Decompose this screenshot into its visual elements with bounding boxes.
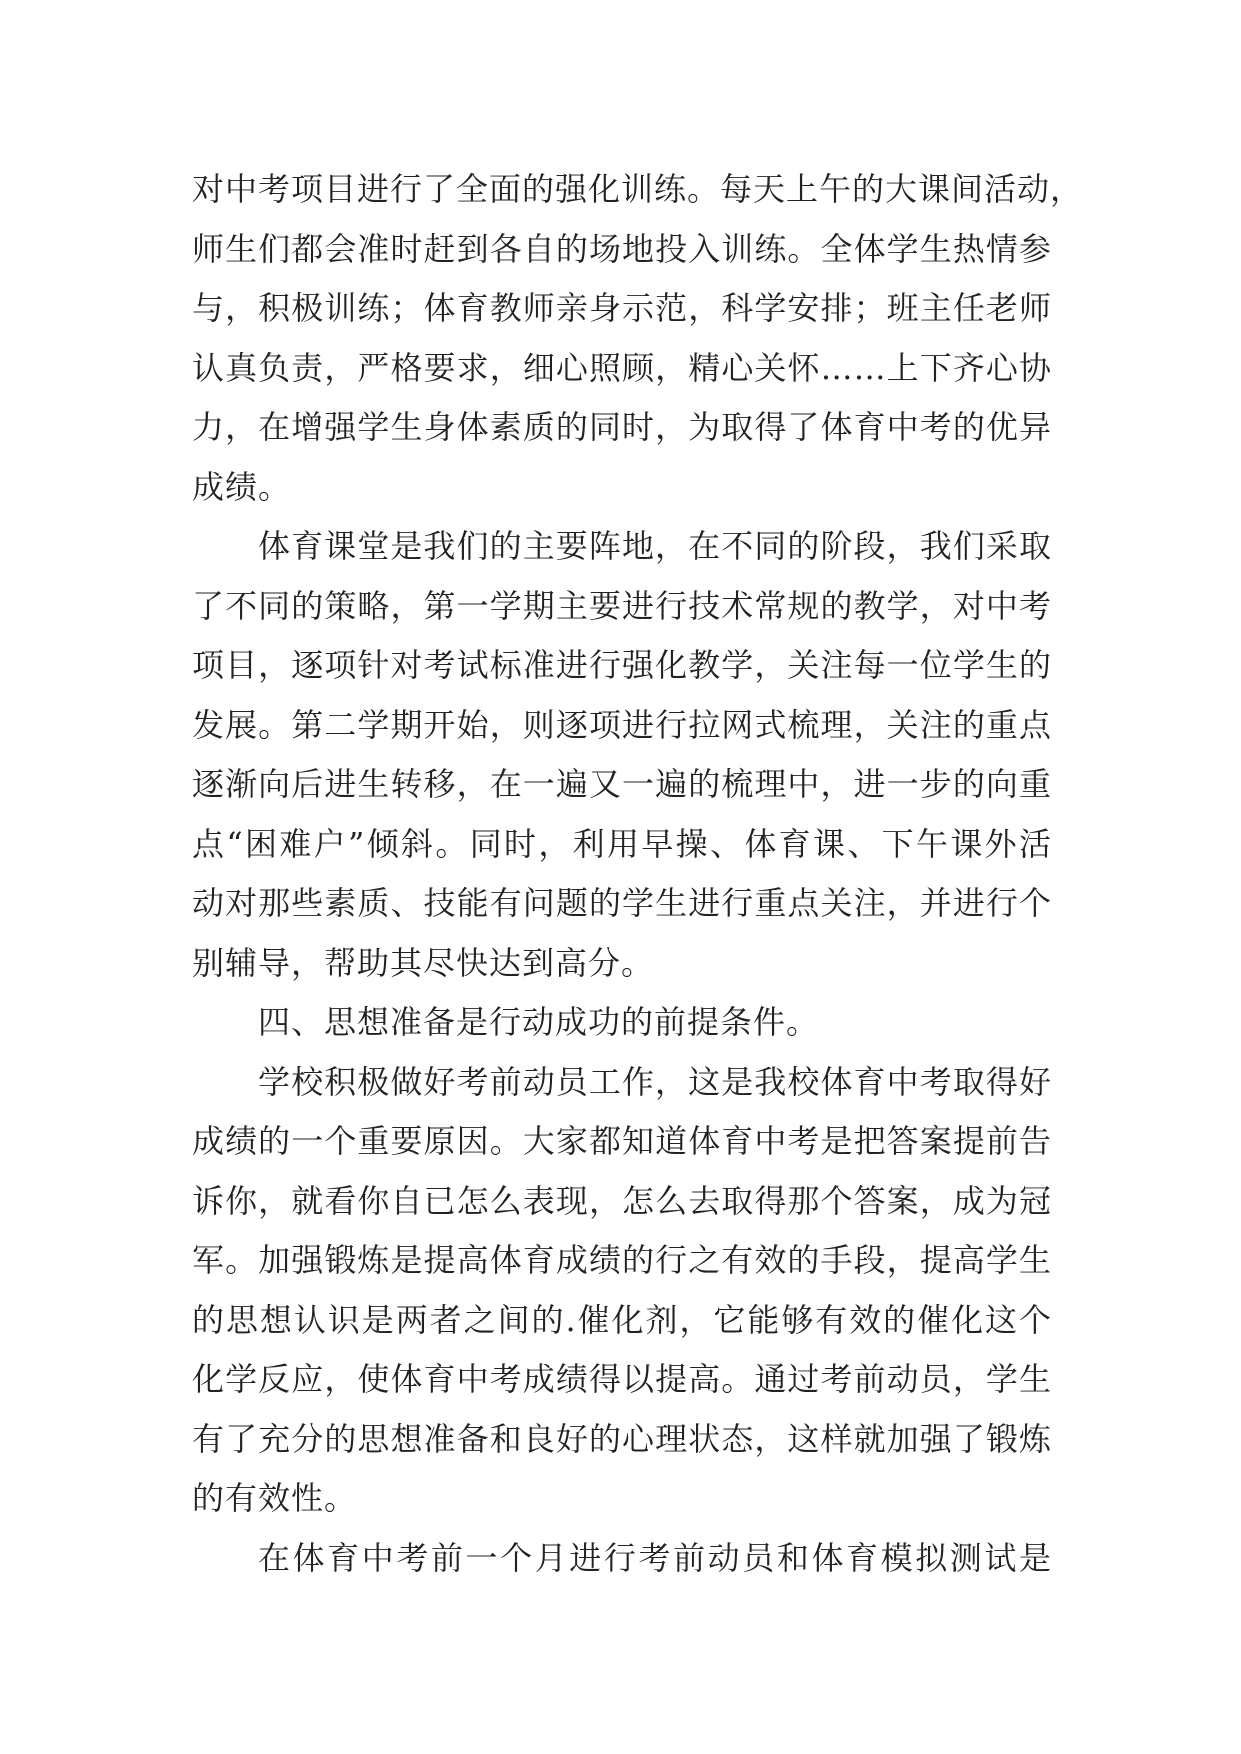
text-line: 了不同的策略，第一学期主要进行技术常规的教学，对中考 (192, 586, 1052, 625)
text-line: 的思想认识是两者之间的.催化剂，它能够有效的催化这个 (192, 1300, 1052, 1339)
document-body (192, 160, 1084, 1588)
text-line: 认真负责，严格要求，细心照顾，精心关怀……上下齐心协 (192, 348, 1052, 387)
text-line: 有了充分的思想准备和良好的心理状态，这样就加强了锻炼 (192, 1419, 1052, 1458)
text-line: 诉你，就看你自已怎么表现，怎么去取得那个答案，成为冠 (192, 1181, 1052, 1220)
text-line: 发展。第二学期开始，则逐项进行拉网式梳理，关注的重点 (192, 705, 1052, 744)
text-line: 化学反应，使体育中考成绩得以提高。通过考前动员，学生 (192, 1360, 1052, 1398)
text-line: 与，积极训练；体育教师亲身示范，科学安排；班主任老师 (192, 289, 1052, 327)
text-line: 在体育中考前一个月进行考前动员和体育模拟测试是 (258, 1538, 1052, 1577)
text-line: 逐渐向后进生转移，在一遍又一遍的梳理中，进一步的向重 (192, 765, 1052, 803)
text-line: 动对那些素质、技能有问题的学生进行重点关注，并进行个 (192, 884, 1052, 922)
text-line: 学校积极做好考前动员工作，这是我校体育中考取得好 (258, 1062, 1052, 1101)
text-line: 体育课堂是我们的主要阵地，在不同的阶段，我们采取 (258, 527, 1052, 565)
text-line: 别辅导，帮助其尽快达到高分。 (192, 943, 655, 982)
text-line: 项目，逐项针对考试标准进行强化教学，关注每一位学生的 (192, 646, 1052, 684)
text-line: 点“困难户”倾斜。同时，利用早操、体育课、下午课外活 (192, 824, 1052, 863)
text-line: 成绩。 (192, 467, 292, 506)
text-line: 对中考项目进行了全面的强化训练。每天上午的大课间活动， (192, 170, 1084, 208)
text-line: 成绩的一个重要原因。大家都知道体育中考是把答案提前告 (192, 1122, 1052, 1160)
text-line: 师生们都会准时赶到各自的场地投入训练。全体学生热情参 (192, 229, 1052, 268)
section-heading: 四、思想准备是行动成功的前提条件。 (258, 1003, 820, 1041)
text-line: 力，在增强学生身体素质的同时，为取得了体育中考的优异 (192, 408, 1052, 446)
text-line: 军。加强锻炼是提高体育成绩的行之有效的手段，提高学生 (192, 1241, 1052, 1279)
text-line: 的有效性。 (192, 1479, 358, 1517)
